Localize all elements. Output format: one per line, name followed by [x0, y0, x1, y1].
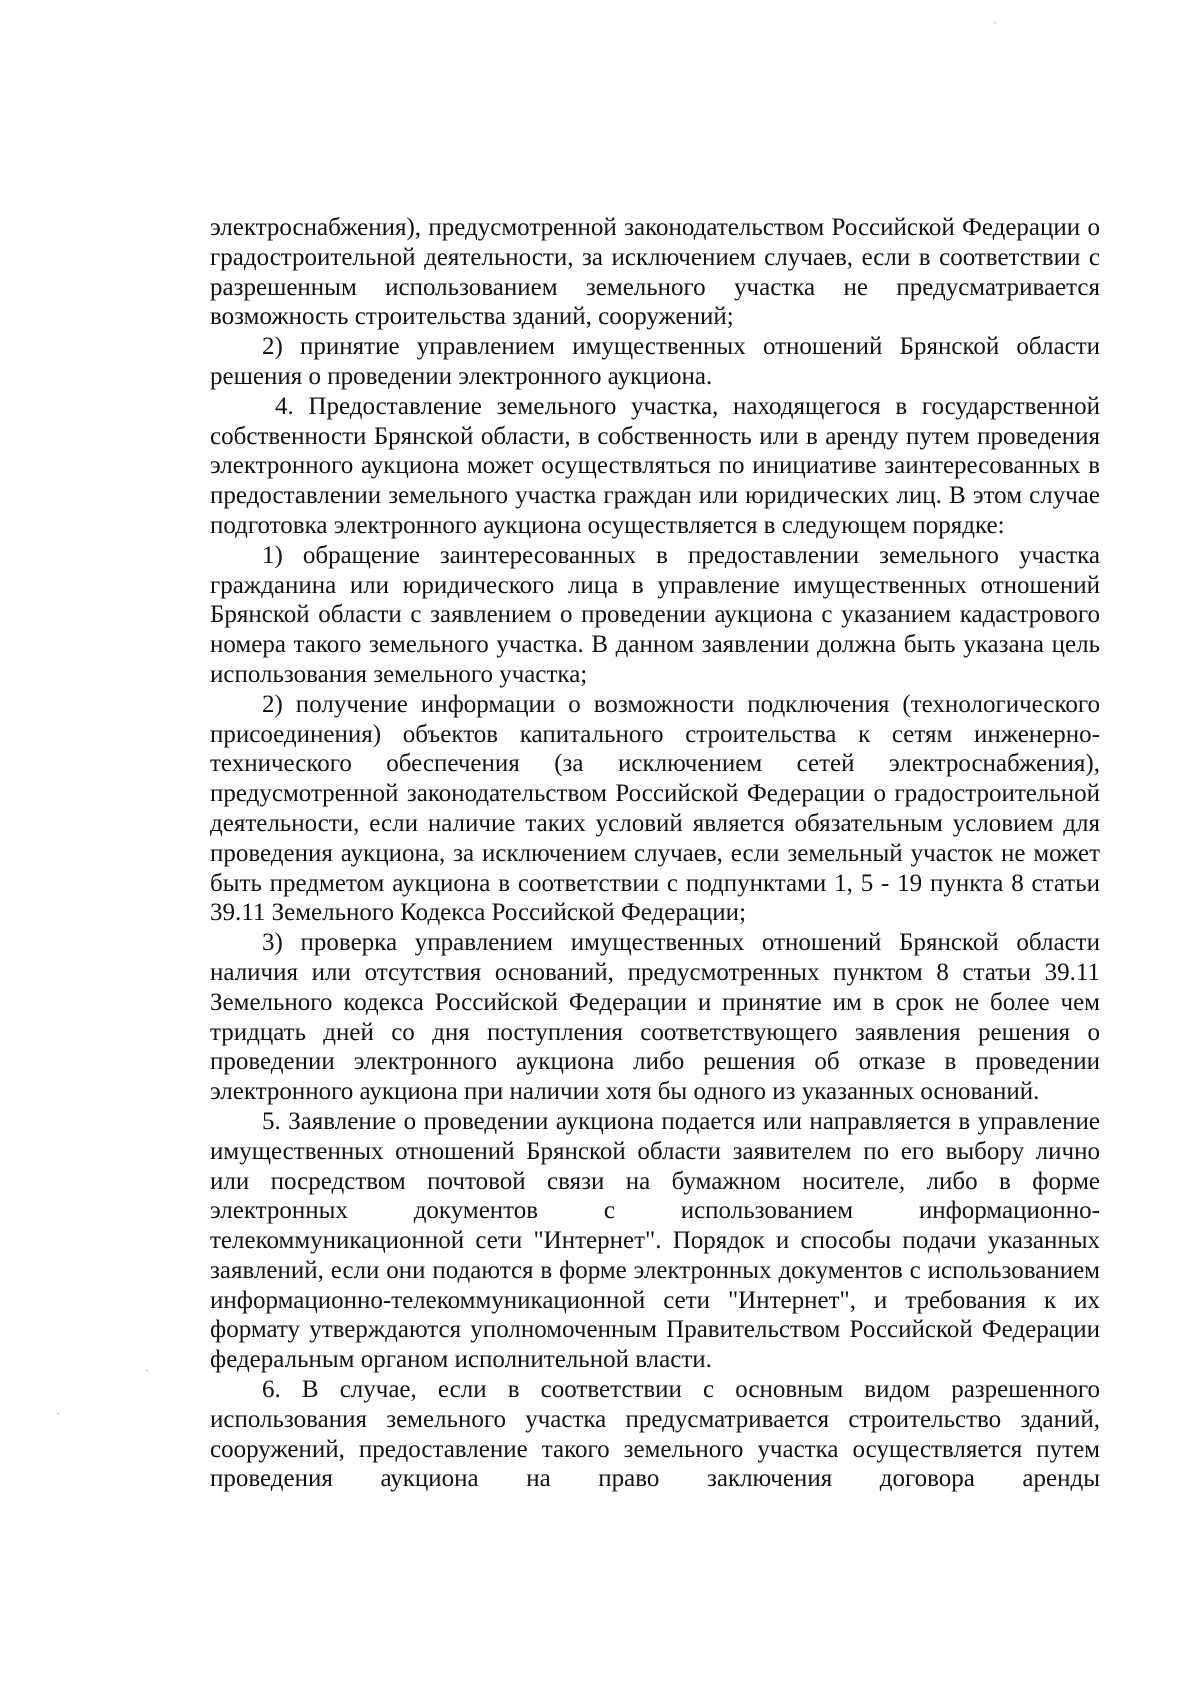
paragraph-subitem-2-info: 2) получение информации о возможности подключения (технологического присоединения) объектов капитального строительства к сетям инженерно-технического обеспечения (за исключением сетей электроснабжения), предусмотренной законодательством Российской Федерации о градостроительной деятельности, если наличие таких условий является обязательным условием для проведения аукциона, за исключением случаев, если земельный участок не может быть предметом аукциона в соответствии с подпунктами 1, 5 - 19 пункта 8 статьи 39.11 Земельного Кодекса Российской Федерации;	[210, 690, 1100, 927]
scan-speck	[146, 1370, 148, 1371]
paragraph-subitem-3: 3) проверка управлением имущественных отношений Брянской области наличия или отсутствия оснований, предусмотренных пунктом 8 статьи 39.11 Земельного кодекса Российской Федерации и принятие им в срок не более чем тридцать дней со дня поступления соответствующего заявления решения о проведении электронного аукциона либо решения об отказе в проведении электронного аукциона при наличии хотя бы одного из указанных оснований.	[210, 929, 1100, 1106]
scan-speck	[994, 22, 996, 23]
scan-speck	[57, 1413, 59, 1414]
paragraph-item-4: 4. Предоставление земельного участка, находящегося в государственной собственности Брянской области, в собственность или в аренду путем проведения электронного аукциона может осуществляться по инициативе заинтересованных в предоставлении земельного участка граждан или юридических лиц. В этом случае подготовка электронного аукциона осуществляется в следующем порядке:	[210, 392, 1100, 539]
paragraph-continuation: электроснабжения), предусмотренной законодательством Российской Федерации о градостроительной деятельности, за исключением случаев, если в соответствии с разрешенным использованием земельного участка не предусматривается возможность строительства зданий, сооружений;	[210, 214, 1100, 331]
paragraph-item-5: 5. Заявление о проведении аукциона подается или направляется в управление имущественных отношений Брянской области заявителем по его выбору лично или посредством почтовой связи на бумажном носителе, либо в форме электронных документов с использованием информационно-телекоммуникационной сети "Интернет". Порядок и способы подачи указанных заявлений, если они подаются в форме электронных документов с использованием информационно-телекоммуникационной сети "Интернет", и требования к их формату утверждаются уполномоченным Правительством Российской Федерации федеральным органом исполнительной власти.	[210, 1107, 1100, 1374]
paragraph-subitem-1: 1) обращение заинтересованных в предоставлении земельного участка гражданина или юридического лица в управление имущественных отношений Брянской области с заявлением о проведении аукциона с указанием кадастрового номера такого земельного участка. В данном заявлении должна быть указана цель использования земельного участка;	[210, 541, 1100, 688]
document-body	[210, 213, 1100, 1494]
paragraph-subitem-2: 2) принятие управлением имущественных отношений Брянской области решения о проведении электронного аукциона.	[210, 333, 1100, 390]
paragraph-item-6: 6. В случае, если в соответствии с основным видом разрешенного использования земельного участка предусматривается строительство зданий, сооружений, предоставление такого земельного участка осуществляется путем проведения аукциона на право заключения договора аренды	[210, 1376, 1100, 1493]
